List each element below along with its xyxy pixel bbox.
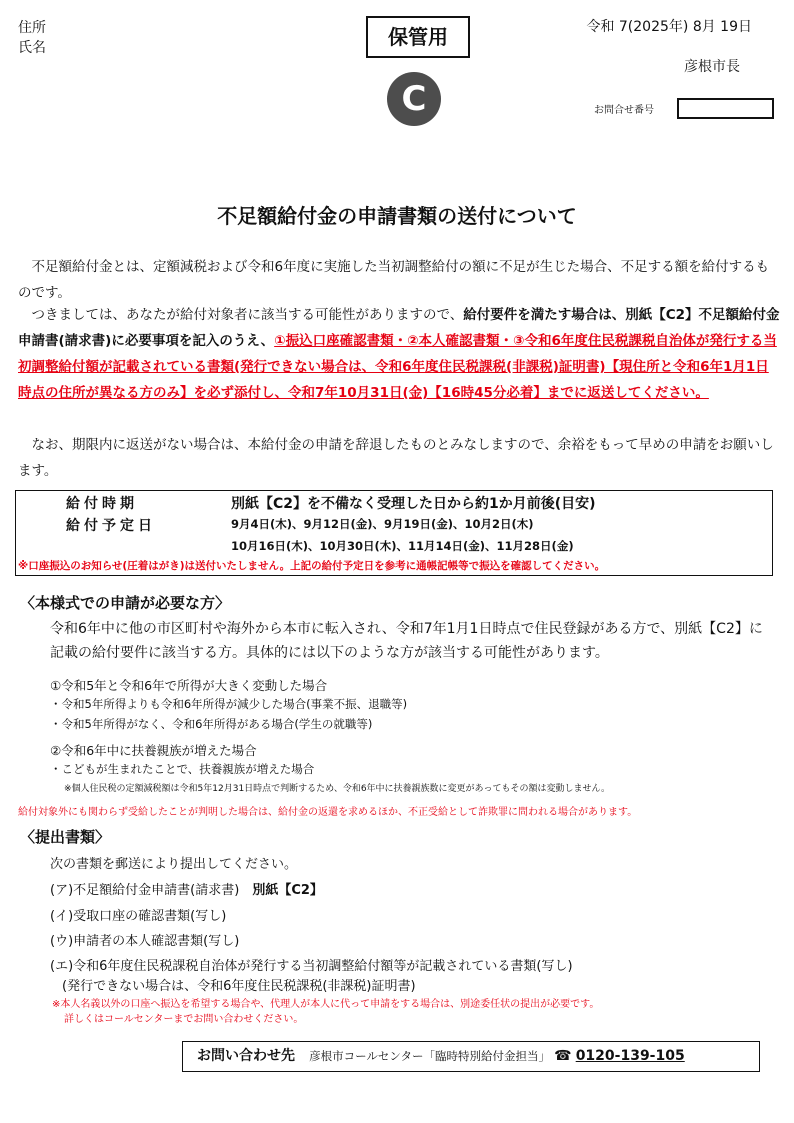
- eligibility-case-2: ②令和6年中に扶養親族が増えた場合: [50, 743, 257, 758]
- contact-phone[interactable]: 0120-139-105: [575, 1048, 685, 1064]
- payment-schedule-line-2: 10月16日(木)、10月30日(木)、11月14日(金)、11月28日(金): [231, 539, 574, 553]
- payment-notice: ※口座振込のお知らせ(圧着はがき)は送付いたしません。上記の給付予定日を参考に通帳記帳等で振込を確認してください。: [18, 560, 606, 572]
- fraud-warning: 給付対象外にも関わらず受給したことが判明した場合は、給付金の返還を求めるほか、不正受給として詐欺罪に問われる場合があります。: [18, 807, 638, 818]
- recipient-block: [18, 18, 46, 58]
- payment-period-value: 別紙【C2】を不備なく受理した日から約1か月前後(目安): [231, 496, 596, 512]
- intro-paragraph-2: [18, 302, 780, 406]
- issue-date: 令和 7(2025年) 8月 19日: [586, 19, 752, 35]
- category-badge: C: [387, 72, 441, 126]
- documents-note-2: 詳しくはコールセンターまでお問い合わせください。: [64, 1014, 304, 1025]
- eligibility-case-1a: ・令和5年所得よりも令和6年所得が減少した場合(事業不振、退職等): [50, 697, 408, 711]
- document-item-d-sub: (発行できない場合は、令和6年度住民税課税(非課税)証明書): [62, 979, 416, 994]
- eligibility-case-2a: ・こどもが生まれたことで、扶養親族が増えた場合: [50, 762, 315, 776]
- inquiry-number-box: [677, 98, 774, 119]
- call-center-name: 彦根市コールセンター「臨時特別給付金担当」: [309, 1049, 550, 1063]
- payment-schedule-box: [15, 490, 773, 576]
- document-item-d: (エ)令和6年度住民税課税自治体が発行する当初調整給付額等が記載されている書類(写し): [50, 959, 573, 974]
- intro-p2-deadline: ①振込口座確認書類・②本人確認書類・③令和6年度住民税課税自治体が発行する当初調整給付額が記載されている書類(発行できない場合は、令和6年度住民税課税(非課税)証明書)【現住所と令和6年1月1日時点の住所が異なる方のみ】を必ず添付し、令和7年10月31日(金)【16時45分必着】までに返送してください。: [18, 333, 777, 401]
- inquiry-number-label: お問合せ番号: [594, 105, 654, 116]
- documents-note-1: ※本人名義以外の口座へ振込を希望する場合や、代理人が本人に代って申請をする場合は、別途委任状の提出が必要です。: [52, 999, 600, 1010]
- intro-p2-lead: つきましては、あなたが給付対象者に該当する可能性がありますので、: [18, 307, 464, 323]
- eligibility-case-2-note: ※個人住民税の定額減税額は令和5年12月31日時点で判断するため、令和6年中に扶養親族数に変更があってもその額は変動しません。: [64, 784, 610, 794]
- storage-stamp: 保管用: [366, 16, 470, 58]
- documents-heading: 〈提出書類〉: [20, 828, 111, 846]
- eligibility-intro: 令和6年中に他の市区町村や海外から本市に転入され、令和7年1月1日時点で住民登録がある方で、別紙【C2】に記載の給付要件に該当する方。具体的には以下のような方が該当する可能性があります。: [50, 621, 763, 661]
- document-item-c: (ウ)申請者の本人確認書類(写し): [50, 934, 240, 949]
- contact-box: [182, 1041, 760, 1072]
- documents-intro: 次の書類を郵送により提出してください。: [50, 857, 298, 872]
- address-label: 住所: [18, 20, 46, 36]
- payment-period-label: 給付時期: [66, 496, 138, 512]
- document-item-a-ref: 別紙【C2】: [252, 883, 323, 898]
- eligibility-heading: 〈本様式での申請が必要な方〉: [20, 594, 231, 612]
- payment-schedule-line-1: 9月4日(木)、9月12日(金)、9月19日(金)、10月2日(木): [231, 517, 534, 531]
- payment-schedule-label: 給付予定日: [66, 518, 156, 534]
- name-label: 氏名: [18, 40, 46, 56]
- sender: 彦根市長: [684, 59, 740, 75]
- document-item-a: [50, 879, 323, 898]
- contact-label: お問い合わせ先: [197, 1048, 295, 1064]
- phone-icon: ☎: [554, 1048, 572, 1064]
- intro-paragraph-1: 不足額給付金とは、定額減税および令和6年度に実施した当初調整給付の額に不足が生じた場合、不足する額を給付するものです。: [18, 259, 770, 301]
- eligibility-case-1: ①令和5年と令和6年で所得が大きく変動した場合: [50, 678, 328, 693]
- document-item-b: (イ)受取口座の確認書類(写し): [50, 909, 227, 924]
- document-item-a-label: (ア)不足額給付金申請書(請求書): [50, 883, 240, 898]
- intro-paragraph-3: なお、期限内に返送がない場合は、本給付金の申請を辞退したものとみなしますので、余裕をもって早めの申請をお願いします。: [18, 437, 774, 479]
- eligibility-case-1b: ・令和5年所得がなく、令和6年所得がある場合(学生の就職等): [50, 717, 373, 731]
- intro-p2-requirement: 給付要件を満たす場合は、別紙【C2】不足額給付金申請書(請求書)に必要事項を記入のうえ、: [18, 307, 780, 349]
- page-title: 不足額給付金の申請書類の送付について: [217, 204, 577, 228]
